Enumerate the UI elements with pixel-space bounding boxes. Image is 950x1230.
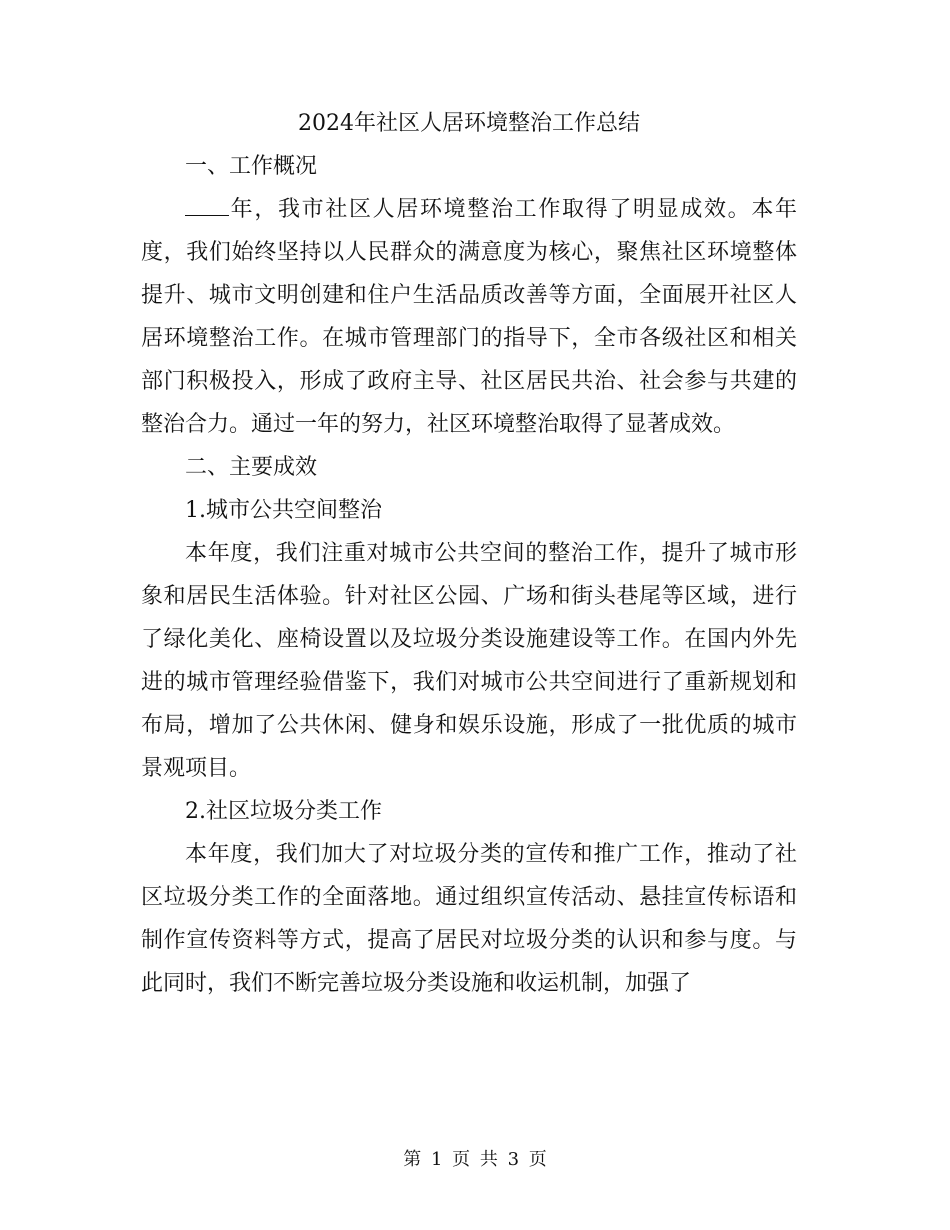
paragraph-overview bbox=[141, 188, 797, 446]
section-heading-overview: 一、工作概况 bbox=[185, 154, 318, 179]
paragraph-waste-sorting: 本年度，我们加大了对垃圾分类的宣传和推广工作，推动了社区垃圾分类工作的全面落地。通过组织宣传活动、悬挂宣传标语和制作宣传资料等方式，提高了居民对垃圾分类的认识和参与度。与此同时，我们不断完善垃圾分类设施和收运机制，加强了 bbox=[141, 842, 797, 996]
document-title: 2024年社区人居环境整治工作总结 bbox=[298, 111, 640, 136]
subsection-heading-public-space: 1.城市公共空间整治 bbox=[185, 498, 382, 523]
document-body bbox=[141, 102, 797, 1005]
footer-total-pages: 3 bbox=[507, 1149, 520, 1170]
paragraph-public-space: 本年度，我们注重对城市公共空间的整治工作，提升了城市形象和居民生活体验。针对社区公园、广场和街头巷尾等区域，进行了绿化美化、座椅设置以及垃圾分类设施建设等工作。在国内外先进的城市管理经验借鉴下，我们对城市公共空间进行了重新规划和布局，增加了公共休闲、健身和娱乐设施，形成了一批优质的城市景观项目。 bbox=[141, 541, 797, 781]
section-heading-achievements: 二、主要成效 bbox=[185, 455, 318, 480]
page-number-footer bbox=[0, 1145, 950, 1175]
footer-current-page: 1 bbox=[430, 1149, 443, 1170]
footer-prefix: 第 bbox=[403, 1149, 422, 1170]
subsection-heading-waste-sorting: 2.社区垃圾分类工作 bbox=[185, 799, 382, 824]
fill-in-blank bbox=[185, 197, 229, 216]
paragraph-overview-text: 年，我市社区人居环境整治工作取得了明显成效。本年度，我们始终坚持以人民群众的满意度为核心，聚焦社区环境整体提升、城市文明创建和住户生活品质改善等方面，全面展开社区人居环境整治工作。在城市管理部门的指导下，全市各级社区和相关部门积极投入，形成了政府主导、社区居民共治、社会参与共建的整治合力。通过一年的努力，社区环境整治取得了显著成效。 bbox=[141, 197, 797, 437]
footer-total-prefix: 共 bbox=[479, 1149, 498, 1170]
footer-suffix: 页 bbox=[528, 1149, 547, 1170]
footer-page-word: 页 bbox=[452, 1149, 471, 1170]
